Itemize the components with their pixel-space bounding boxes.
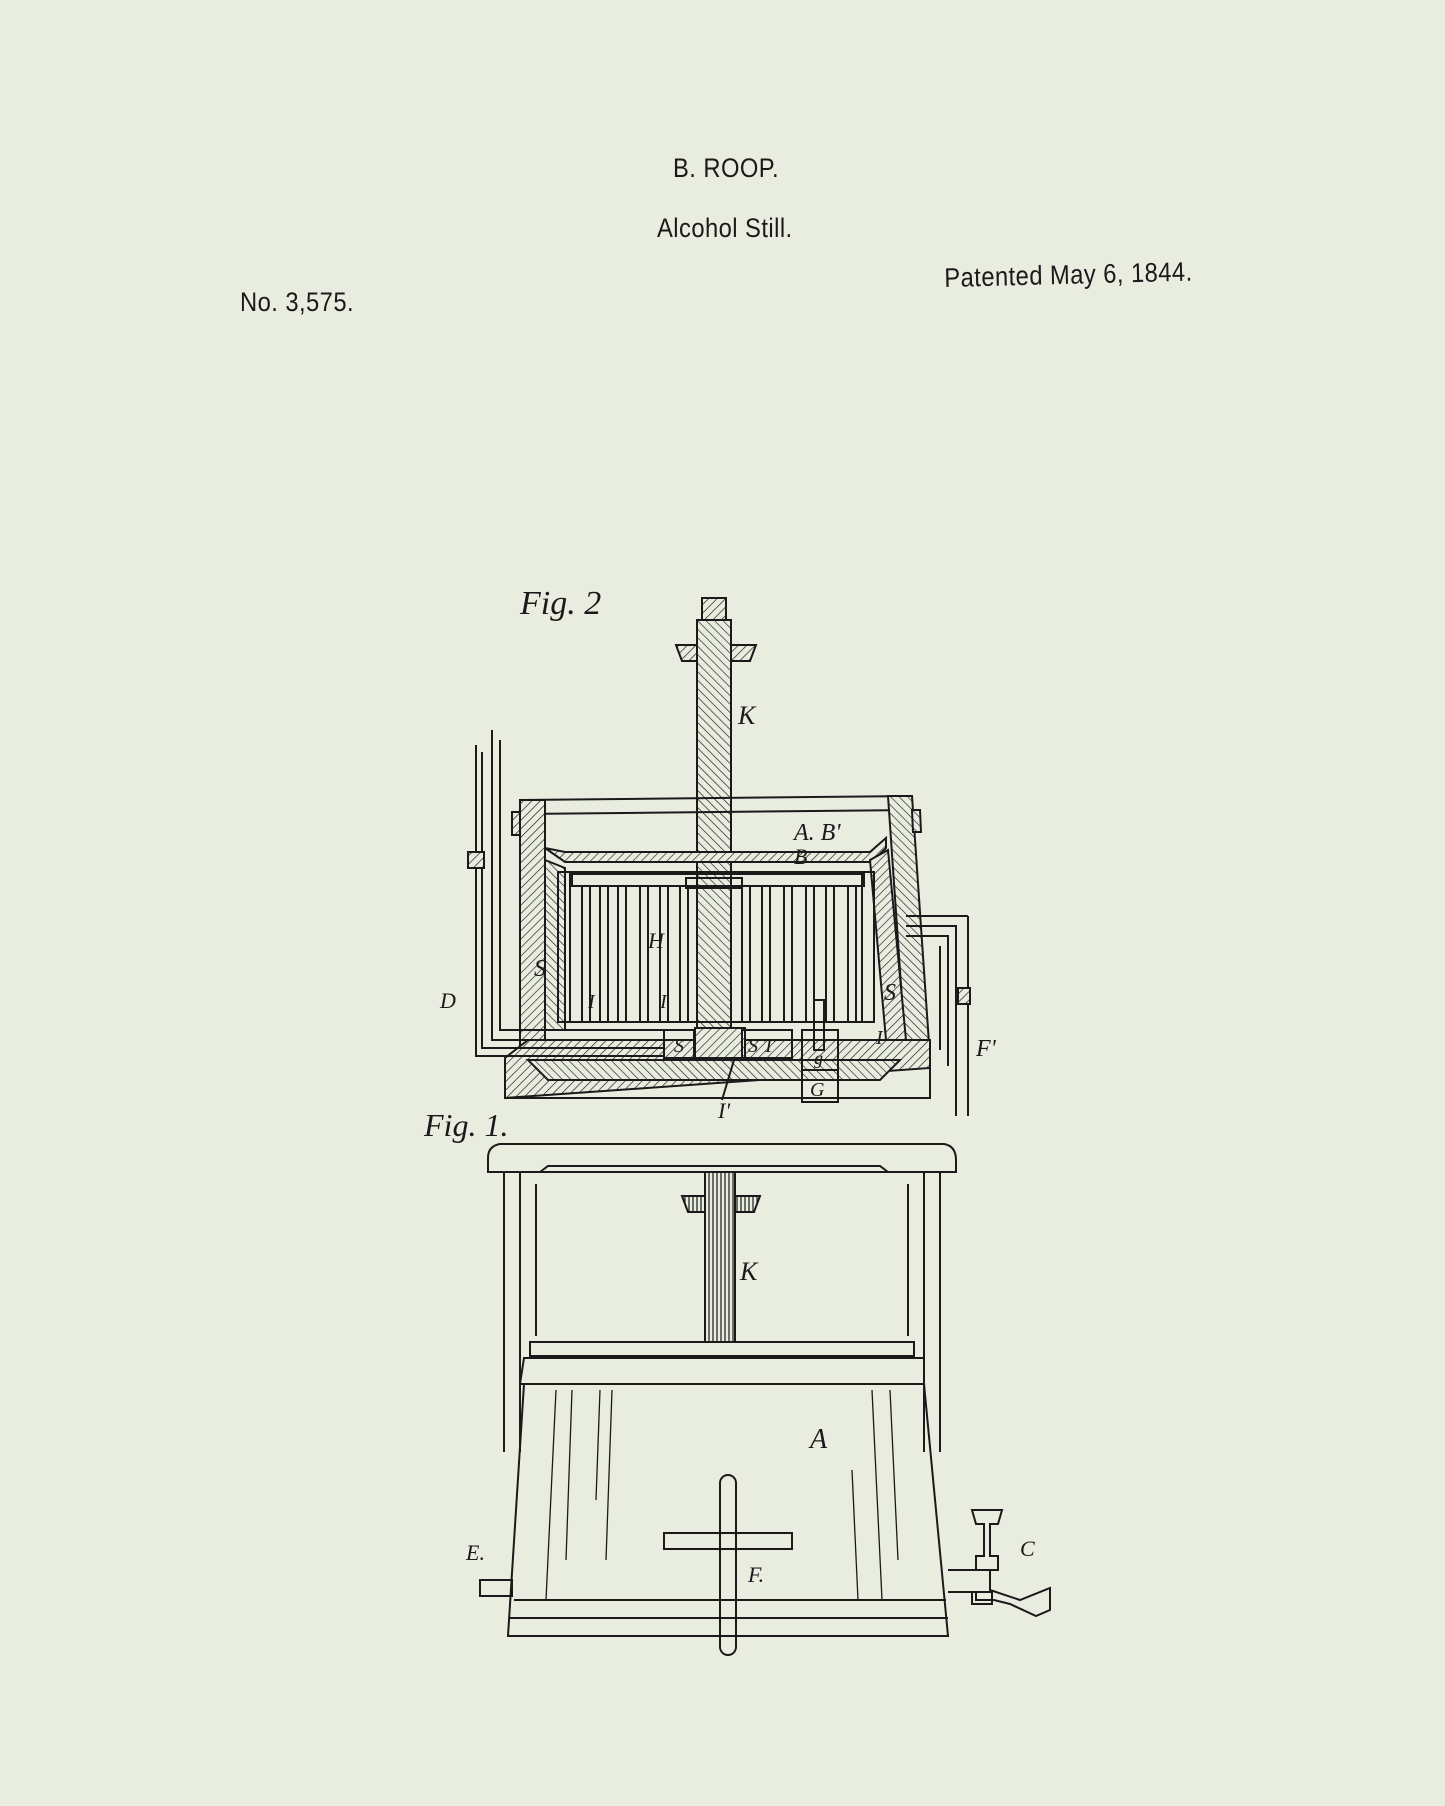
label-i-3: I: [876, 1027, 883, 1049]
label-i-2: I: [660, 991, 667, 1013]
label-g-lower: g: [814, 1048, 823, 1068]
label-g-upper: G: [810, 1079, 825, 1101]
label-i-1: I: [588, 991, 595, 1013]
fig1-label: Fig. 1.: [424, 1107, 509, 1143]
label-h: H: [648, 928, 664, 953]
label-i-prime: I': [718, 1098, 731, 1123]
label-d: D: [440, 988, 456, 1013]
label-s-t: S T: [748, 1035, 775, 1057]
figure-2: [468, 598, 970, 1116]
label-k-fig2: K: [738, 701, 756, 730]
label-b: B: [794, 844, 808, 869]
label-f-prime: F': [976, 1036, 996, 1062]
label-s-block: S: [674, 1035, 684, 1057]
label-f: F.: [748, 1562, 765, 1587]
label-s-left: S: [534, 956, 546, 982]
tube-bundle-right: [742, 886, 856, 1022]
label-k-fig1: K: [740, 1257, 758, 1286]
label-a: A: [810, 1424, 828, 1455]
patent-number: No. 3,575.: [240, 287, 355, 317]
invention-title: Alcohol Still.: [657, 213, 793, 243]
stave-lines: [546, 1390, 898, 1600]
inventor-name: B. ROOP.: [673, 153, 780, 183]
figure-1: [480, 1144, 1050, 1655]
label-a-b-prime: A. B': [794, 820, 841, 846]
tube-bundle-left: [582, 886, 688, 1022]
fig2-label: Fig. 2: [520, 585, 602, 622]
label-s-right: S: [884, 980, 896, 1006]
patent-date: Patented May 6, 1844.: [944, 256, 1193, 293]
label-e: E.: [466, 1540, 485, 1565]
label-c: C: [1020, 1536, 1035, 1561]
